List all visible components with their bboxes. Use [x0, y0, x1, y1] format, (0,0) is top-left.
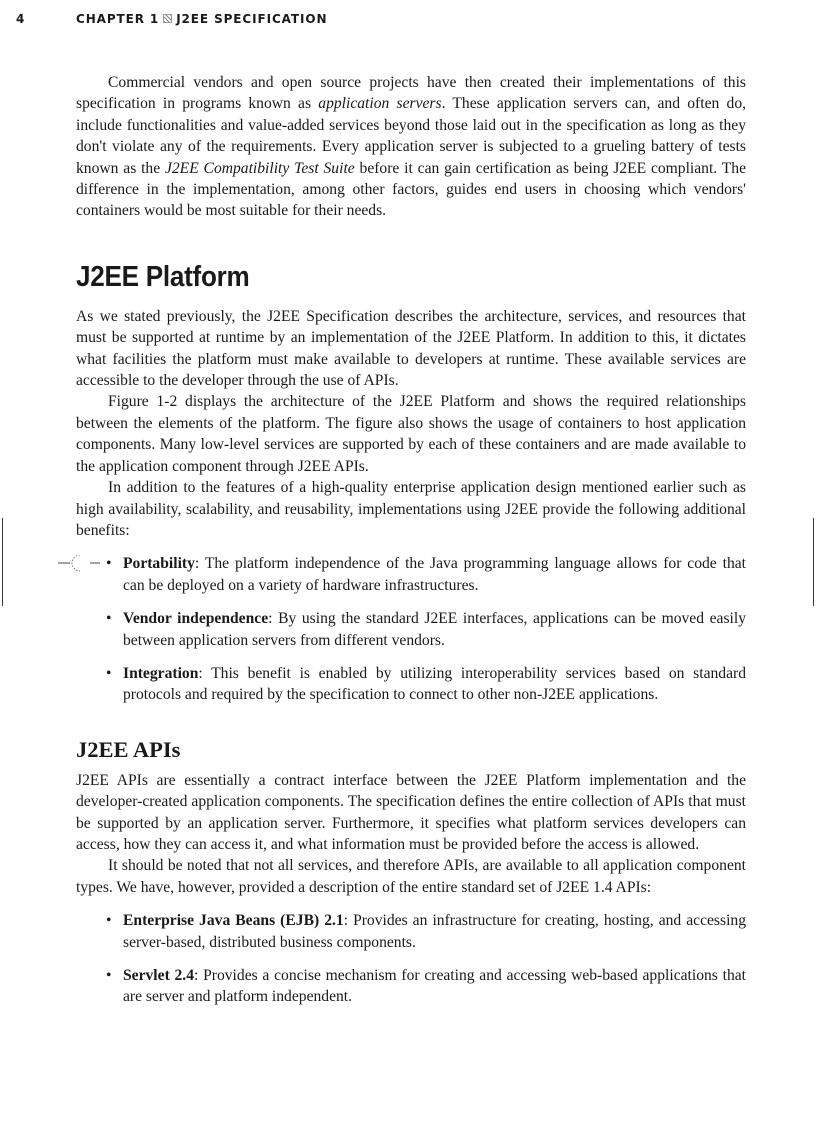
intro-paragraph	[76, 72, 746, 222]
list-item	[76, 965, 746, 1008]
benefits-list	[76, 553, 746, 705]
apis-list	[76, 910, 746, 1008]
chapter-number: CHAPTER 1	[76, 12, 160, 26]
intro-text-1: Commercial vendors and open source projects have then created their implementations of this specification in programs known as	[76, 74, 746, 113]
list-item	[76, 663, 746, 706]
page-number: 4	[16, 12, 26, 26]
intro-text-2: . These application servers can, and often do, include functionalities and value-added services beyond those laid out in the specification as long as they don't violate any of the requirements. Every application server is subjected to a grueling battery of tests known as the	[76, 95, 747, 177]
section-heading-platform: J2EE Platform	[76, 260, 250, 293]
api-term: Enterprise Java Beans (EJB) 2.1	[123, 912, 344, 930]
benefit-term: Integration	[123, 664, 199, 682]
chapter-title: J2EE SPECIFICATION	[176, 12, 328, 26]
margin-rule-right	[813, 518, 814, 606]
platform-paragraph-3: In addition to the features of a high-quality enterprise application design mentioned earlier such as high availability, scalability, and reusability, implementations using J2EE provide the following additional benefits:	[76, 479, 746, 539]
platform-paragraph-2: Figure 1-2 displays the architecture of the J2EE Platform and shows the required relationships between the elements of the platform. The figure also shows the usage of containers to host application components. Many low-level services are supported by each of these containers and are made available to the application component through J2EE APIs.	[76, 393, 746, 475]
apis-paragraph-2: It should be noted that not all services, and therefore APIs, are available to all application component types. We have, however, provided a description of the entire standard set of J2EE 1.4 APIs:	[76, 857, 746, 896]
section-heading-apis: J2EE APIs	[76, 736, 181, 762]
bullet-icon: •	[106, 555, 112, 573]
list-item	[76, 608, 746, 651]
benefit-text: : The platform independence of the Java programming language allows for code that can be deployed on a variety of hardware infrastructures.	[123, 555, 746, 594]
api-text: : Provides an infrastructure for creating, hosting, and accessing server-based, distributed business components.	[123, 912, 746, 951]
bullet-icon: •	[106, 912, 112, 930]
term-compatibility-suite: J2EE Compatibility Test Suite	[164, 159, 355, 177]
benefit-term: Portability	[123, 555, 195, 573]
bullet-icon: •	[106, 967, 112, 984]
benefit-text: : This benefit is enabled by utilizing interoperability services based on standard protocols and required by the specification to connect to other non-J2EE applications.	[123, 664, 746, 704]
list-item	[76, 910, 746, 953]
benefit-term: Vendor independence	[123, 610, 269, 628]
header-separator-icon	[163, 14, 172, 23]
list-item	[76, 553, 746, 596]
running-header	[16, 12, 816, 30]
page-content	[76, 72, 746, 1020]
benefit-text: : By using the standard J2EE interfaces, applications can be moved easily between application servers from different vendors.	[123, 610, 746, 649]
intro-text-3: before it can gain certification as being J2EE compliant. The difference in the implementation, among other factors, guides end users in choosing which vendors' containers would be most suitable for their needs.	[76, 159, 746, 220]
margin-rule-left	[2, 518, 3, 606]
api-text: : Provides a concise mechanism for creating and accessing web-based applications that are server and platform independent.	[123, 967, 747, 1006]
platform-paragraph-1: As we stated previously, the J2EE Specification describes the architecture, services, and resources that must be supported at runtime by an implementation of the J2EE Platform. In addition to this, it dictates what facilities the platform must make available to developers at runtime. These available services are accessible to the developer through the use of APIs.	[76, 307, 746, 390]
term-application-servers: application servers	[318, 95, 442, 113]
api-term: Servlet 2.4	[123, 967, 195, 984]
bullet-icon: •	[106, 610, 112, 628]
apis-paragraph-1: J2EE APIs are essentially a contract interface between the J2EE Platform implementation and the developer-created application components. The specification defines the entire collection of APIs that must be supported by an application server. Furthermore, it specifies what platform services developers can access, how they can access it, and what information must be provided before the access is allowed.	[76, 771, 746, 853]
chapter-label	[76, 12, 327, 26]
bullet-icon: •	[106, 664, 112, 682]
